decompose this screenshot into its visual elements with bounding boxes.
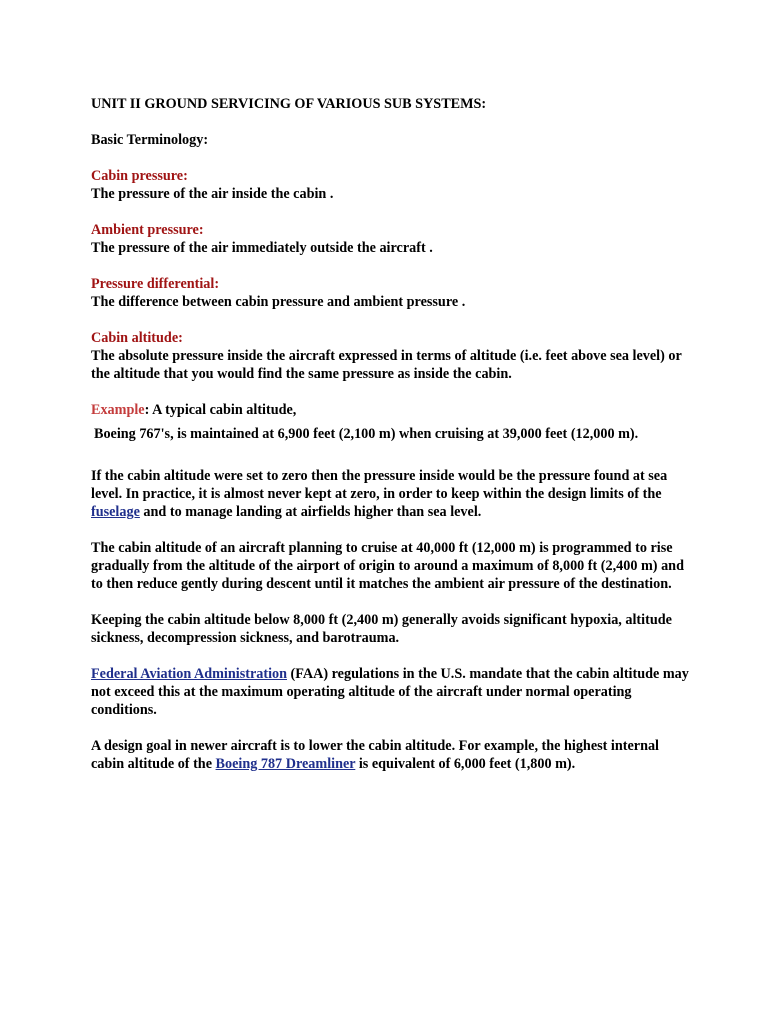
term-heading: Pressure differential: — [91, 276, 220, 292]
example-text: : A typical cabin altitude, — [144, 402, 297, 418]
paragraph-design-goal — [91, 737, 691, 773]
paragraph-text: and to manage landing at airfields higher than sea level. — [139, 504, 482, 520]
paragraph-hypoxia: Keeping the cabin altitude below 8,000 ft (2,400 m) generally avoids significant hypoxia, altitude sickness, decompression sickness, and barotrauma. — [91, 612, 672, 646]
term-cabin-altitude — [91, 329, 691, 383]
paragraph-zero-altitude — [91, 467, 691, 521]
paragraph-text: (FAA) regulations in the U.S. mandate that the cabin altitude may not exceed this at the maximum operating altitude of the aircraft under normal operating conditions. — [91, 666, 689, 718]
term-definition: The absolute pressure inside the aircraft expressed in terms of altitude (i.e. feet above sea level) or the altitude that you would find the same pressure as inside the cabin. — [91, 348, 682, 382]
term-definition: The pressure of the air immediately outside the aircraft . — [91, 240, 433, 256]
fuselage-link[interactable]: fuselage — [91, 504, 140, 520]
paragraph-text: is equivalent of 6,000 feet (1,800 m). — [355, 756, 576, 772]
term-definition: The difference between cabin pressure and ambient pressure . — [91, 294, 466, 310]
paragraph-text: If the cabin altitude were set to zero then the pressure inside would be the pressure found at sea level. In practice, it is almost never kept at zero, in order to keep within the design limits of the — [91, 468, 668, 502]
faa-link[interactable]: Federal Aviation Administration — [91, 666, 287, 682]
term-heading: Cabin altitude: — [91, 330, 183, 346]
paragraph-cruise-program: The cabin altitude of an aircraft planning to cruise at 40,000 ft (12,000 m) is programmed to rise gradually from the altitude of the airport of origin to around a maximum of 8,000 ft (2,400 m) and to then reduce gently during descent until it matches the ambient air pressure of the destination. — [91, 540, 684, 592]
term-pressure-differential — [91, 275, 691, 311]
term-heading: Ambient pressure: — [91, 222, 204, 238]
example-line — [91, 401, 691, 419]
boeing-787-link[interactable]: Boeing 787 Dreamliner — [215, 756, 356, 772]
section-subtitle: Basic Terminology: — [91, 132, 209, 148]
term-definition: The pressure of the air inside the cabin . — [91, 186, 334, 202]
example-label: Example — [91, 402, 145, 418]
term-heading: Cabin pressure: — [91, 168, 188, 184]
document-content — [91, 95, 691, 791]
term-cabin-pressure — [91, 167, 691, 203]
page-title: UNIT II GROUND SERVICING OF VARIOUS SUB SYSTEMS: — [91, 96, 487, 112]
term-ambient-pressure — [91, 221, 691, 257]
example-detail: Boeing 767's, is maintained at 6,900 feet (2,100 m) when cruising at 39,000 feet (12,000 m). — [94, 426, 639, 442]
paragraph-faa — [91, 665, 691, 719]
paragraph-text: A design goal in newer aircraft is to lower the cabin altitude. For example, the highest internal cabin altitude of the — [91, 738, 659, 772]
